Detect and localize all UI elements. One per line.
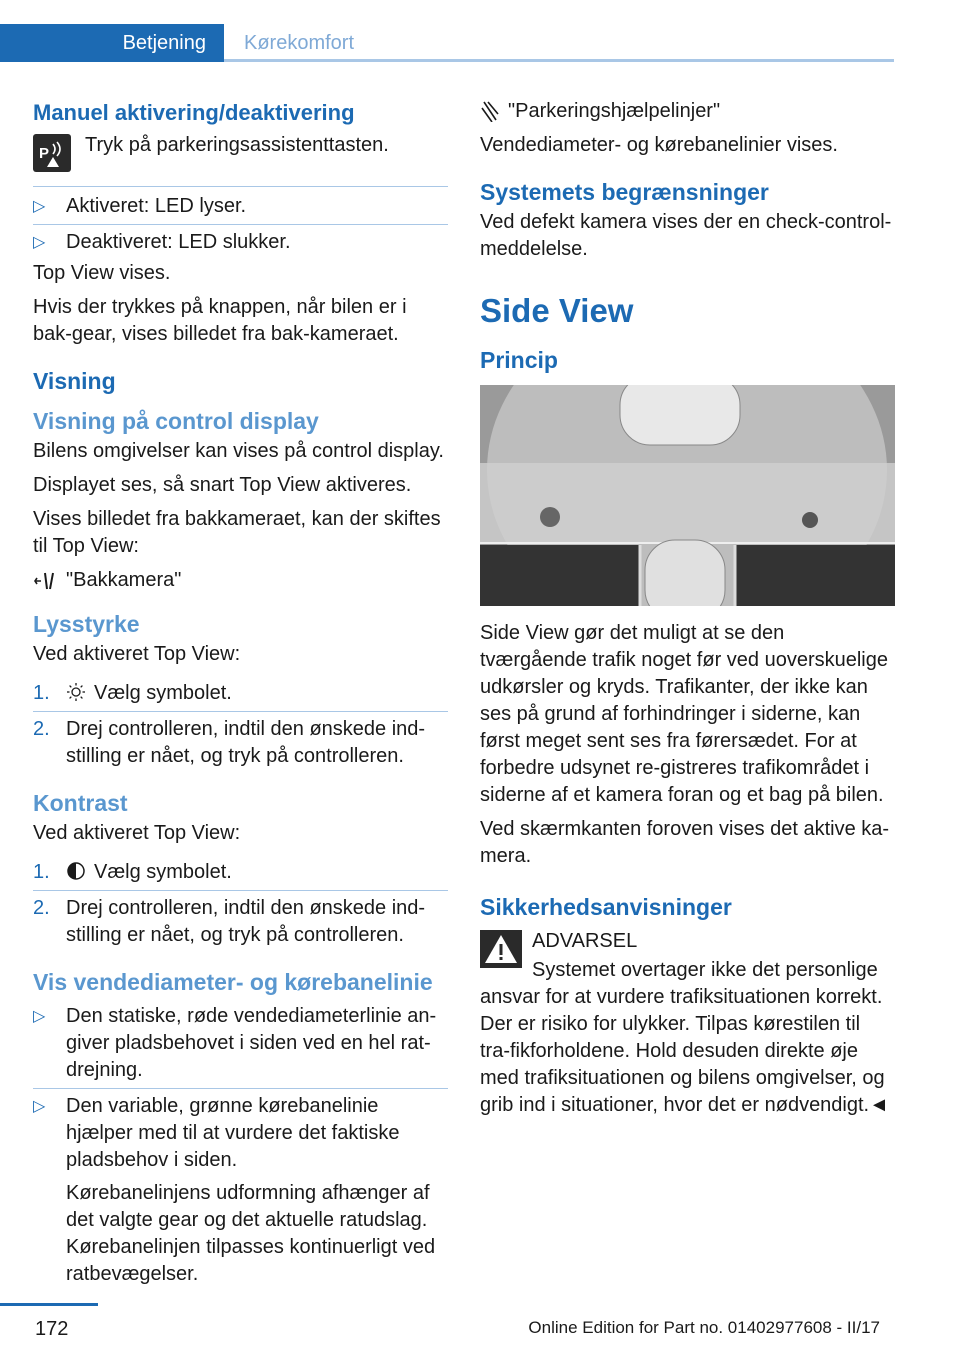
text-kontrast: Ved aktiveret Top View: <box>33 822 241 844</box>
warning-text: Systemet overtager ikke det personlige ansvar for at vurdere trafiksituationen korrekt. Der er risiko for ulykker. Tilpas kørestilen til tra-fikforholdene. Hold desuden direkte øje med trafiksituationen og bilens omgivelser, og grib ind i situationer, hvor det er nødvendigt.◄ <box>480 959 889 1116</box>
text-cd3: Vises billedet fra bakkameraet, kan der skiftes til Top View: <box>33 508 441 557</box>
parking-lines-row <box>480 98 895 128</box>
text-cd1: Bilens omgivelser kan vises på control display. <box>33 440 444 462</box>
heading-lysstyrke: Lysstyrke <box>33 611 140 637</box>
warning-block <box>480 928 895 1119</box>
heading-vis: Vis vendediameter- og kørebanelinie <box>33 969 433 995</box>
list-item: 1. Vælg symbolet. <box>33 682 232 704</box>
heading-kontrast: Kontrast <box>33 790 128 816</box>
text-topview: Top View vises. <box>33 262 171 284</box>
footer-line <box>0 1303 98 1306</box>
brightness-icon <box>66 682 86 702</box>
tab-betjening[interactable]: Betjening <box>0 24 224 62</box>
divider <box>33 1088 448 1089</box>
warning-title: ADVARSEL <box>532 930 638 952</box>
heading-side-view: Side View <box>480 292 634 329</box>
list-item: 2. Drej controlleren, indtil den ønskede ind-stilling er nået, og tryk på controlleren. <box>33 897 426 946</box>
text-parkeringshjaelpelinjer: "Parkeringshjælpelinjer" <box>508 100 721 122</box>
list-item: 1. Vælg symbolet. <box>33 861 232 883</box>
tab-underline <box>224 59 894 62</box>
heading-visning: Visning <box>33 368 116 394</box>
heading-manual: Manuel aktivering/deaktivering <box>33 100 355 125</box>
text-vende: Vendediameter- og kørebanelinier vises. <box>480 134 838 156</box>
contrast-icon <box>66 861 86 881</box>
list-item: ▷ Den variable, grønne kørebanelinie hjælper med til at vurdere det faktiske pladsbehov i siden. <box>33 1095 400 1171</box>
left-column <box>33 98 448 1288</box>
svg-text:P: P <box>39 145 50 162</box>
divider <box>33 186 448 187</box>
text-press: Tryk på parkeringsassistenttasten. <box>85 134 389 156</box>
divider <box>33 890 448 891</box>
heading-begraensninger: Systemets begrænsninger <box>480 179 769 205</box>
text-side1: Side View gør det muligt at se den tværgående trafik noget før ved uoverskuelige udkørsler og kryds. Trafikanter, der ikke kan ses på grund af forhindringer i siderne, kan først meget sent ses fra førersædet. For at forbedre udsynet re-gistreres trafikområdet i siderne af et kamera foran og et bag på bilen. <box>480 622 888 806</box>
camera-icon <box>33 569 59 593</box>
list-item: 2. Drej controlleren, indtil den ønskede ind-stilling er nået, og tryk på controlleren. <box>33 718 426 767</box>
list-item: ▷ Den statiske, røde vendediameterlinie an-giver pladsbehovet i siden ved en hel rat-drejning. <box>33 1005 437 1081</box>
text-lys: Ved aktiveret Top View: <box>33 643 241 665</box>
press-row <box>33 132 448 178</box>
heading-control-display: Visning på control display <box>33 408 319 434</box>
header-tabs <box>0 0 960 62</box>
divider <box>33 711 448 712</box>
text-bakkamera: "Bakkamera" <box>66 569 182 591</box>
page-number: 172 <box>35 1318 69 1340</box>
text-side2: Ved skærmkanten foroven vises det aktive ka-mera. <box>480 818 890 867</box>
text-reverse: Hvis der trykkes på knappen, når bilen er i bak-gear, vises billedet fra bak-kameraet. <box>33 296 407 345</box>
side-view-illustration <box>480 385 895 606</box>
parking-assistant-icon <box>33 134 71 172</box>
right-column <box>480 98 895 1126</box>
parking-lines-icon <box>480 100 500 122</box>
list-item: ▷ Deaktiveret: LED slukker. <box>33 231 291 253</box>
text-vis-sub: Kørebanelinjens udformning afhænger af det valgte gear og det aktuelle ratudslag. Kørebanelinjen tilpasses kontinuerligt ved ratbevægelser. <box>66 1182 436 1285</box>
footer-edition: Online Edition for Part no. 01402977608 - II/17 <box>528 1318 880 1337</box>
list-item: ▷ Aktiveret: LED lyser. <box>33 195 247 217</box>
tab-korekomfort[interactable]: Kørekomfort <box>244 32 355 54</box>
text-begraensninger: Ved defekt kamera vises der en check-control-meddelelse. <box>480 211 892 260</box>
warning-icon <box>480 930 522 968</box>
text-cd2: Displayet ses, så snart Top View aktiveres. <box>33 474 412 496</box>
heading-princip: Princip <box>480 347 558 373</box>
bakkamera-row <box>33 567 448 597</box>
divider <box>33 224 448 225</box>
heading-sikkerhed: Sikkerhedsanvisninger <box>480 894 732 920</box>
